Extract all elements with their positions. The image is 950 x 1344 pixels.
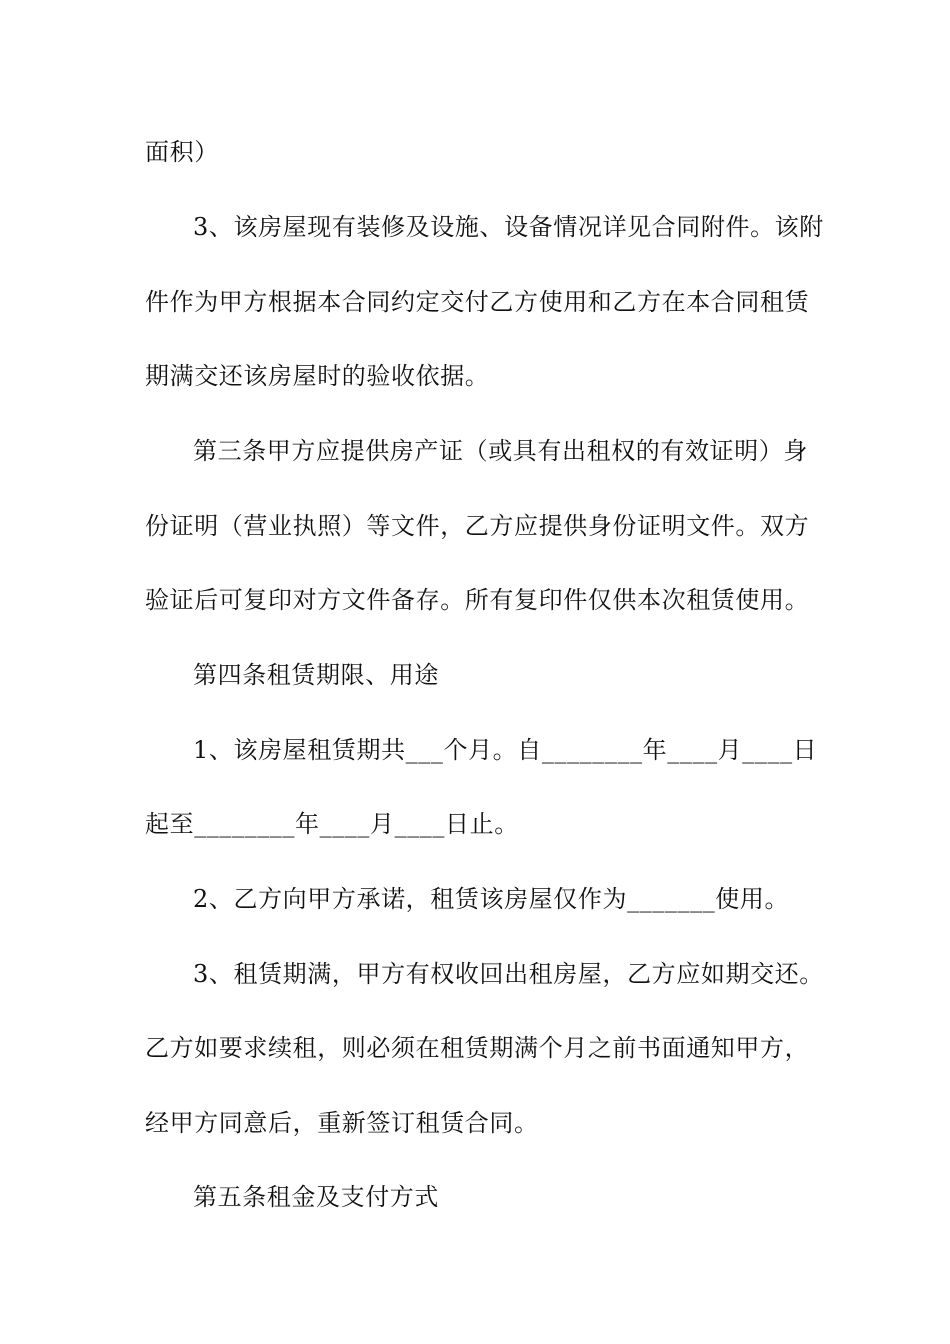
- text-line: 验证后可复印对方文件备存。所有复印件仅供本次租赁使用。: [145, 586, 810, 614]
- text-line: 起至________年____月____日止。: [145, 810, 519, 838]
- text-line: 面积）: [145, 138, 219, 166]
- text-line: 乙方如要求续租，则必须在租赁期满个月之前书面通知甲方，: [145, 1034, 810, 1062]
- text-line: 2、乙方向甲方承诺，租赁该房屋仅作为_______使用。: [193, 885, 790, 913]
- text-line: 件作为甲方根据本合同约定交付乙方使用和乙方在本合同租赁: [145, 288, 810, 316]
- text-line: 第三条甲方应提供房产证（或具有出租权的有效证明）身: [193, 437, 808, 465]
- text-line: 1、该房屋租赁期共___个月。自________年____月____日: [193, 736, 818, 764]
- text-line: 经甲方同意后，重新签订租赁合同。: [145, 1109, 539, 1137]
- text-line: 3、该房屋现有装修及设施、设备情况详见合同附件。该附: [193, 213, 824, 241]
- text-line: 3、租赁期满，甲方有权收回出租房屋，乙方应如期交还。: [193, 960, 824, 988]
- text-line: 份证明（营业执照）等文件，乙方应提供身份证明文件。双方: [145, 512, 810, 540]
- text-line: 期满交还该房屋时的验收依据。: [145, 362, 490, 390]
- section-heading: 第四条租赁期限、用途: [193, 661, 439, 689]
- section-heading: 第五条租金及支付方式: [193, 1183, 439, 1211]
